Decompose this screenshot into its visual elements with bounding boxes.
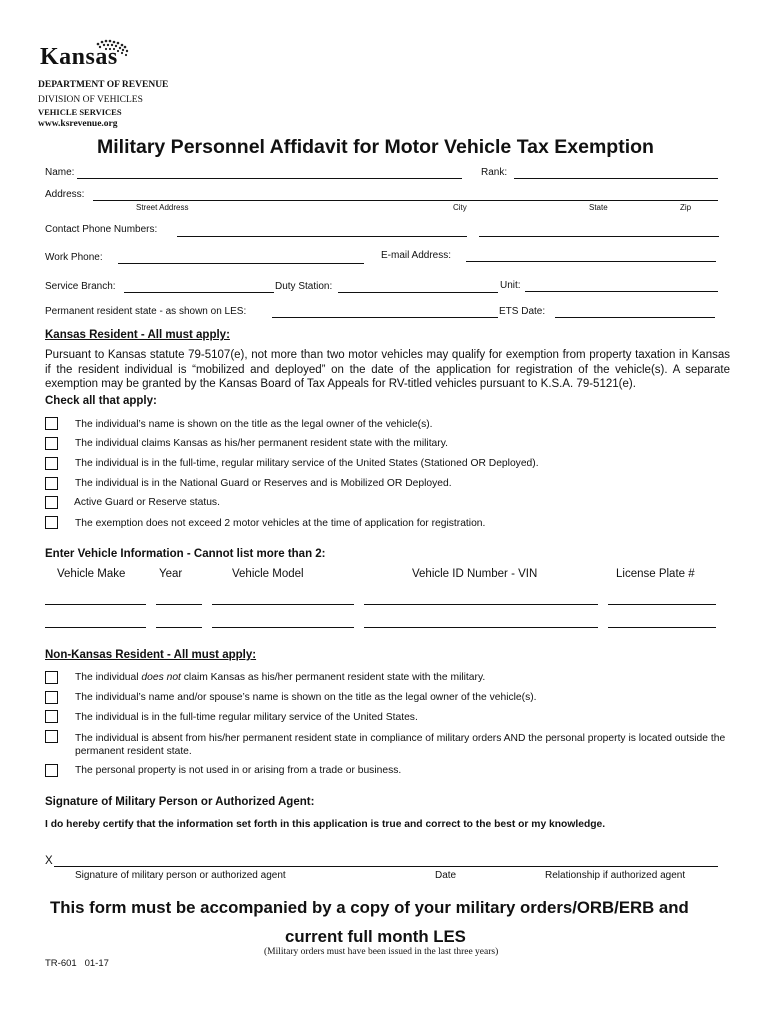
check-all-label: Check all that apply: [45, 395, 157, 407]
kansas-checkbox-3[interactable] [45, 457, 58, 470]
orders-note: (Military orders must have been issued in the last three years) [264, 947, 499, 957]
vehicle1-model-field[interactable] [212, 604, 354, 605]
address-field[interactable] [93, 200, 718, 201]
kansas-check-item-3: The individual is in the full-time, regular military service of the United States (Stationed OR Deployed). [75, 458, 539, 469]
kansas-checkbox-5[interactable] [45, 496, 58, 509]
perm-state-label: Permanent resident state - as shown on LES: [45, 306, 247, 317]
unit-field[interactable] [525, 291, 718, 292]
unit-label: Unit: [500, 280, 521, 291]
perm-state-field[interactable] [272, 317, 498, 318]
kansas-check-item-4: The individual is in the National Guard or Reserves and is Mobilized OR Deployed. [75, 478, 452, 489]
kansas-resident-paragraph: Pursuant to Kansas statute 79-5107(e), not more than two motor vehicles may qualify for exemption from property taxation in Kansas if the resident individual is “mobilized and deployed” on the date of the application for registration of the vehicle(s). A separate exemption may be granted by the Kansas Board of Tax Appeals for RV-titled vehicles pursuant to K.S.A. 79-5121(e). [45, 349, 730, 390]
col-vehicle-model: Vehicle Model [232, 568, 304, 580]
kansas-checkbox-2[interactable] [45, 437, 58, 450]
name-label: Name: [45, 167, 75, 178]
email-field[interactable] [466, 261, 716, 262]
signature-line[interactable] [54, 866, 718, 867]
kansas-checkbox-6[interactable] [45, 516, 58, 529]
col-year: Year [159, 568, 183, 580]
ets-date-label: ETS Date: [499, 306, 546, 317]
service-branch-field[interactable] [124, 292, 274, 293]
col-vin: Vehicle ID Number - VIN [412, 568, 538, 580]
kansas-wordmark: Kansas [40, 44, 118, 70]
non-kansas-check-item-1 [75, 672, 485, 683]
ets-date-field[interactable] [555, 317, 715, 318]
vehicle2-year-field[interactable] [156, 627, 202, 628]
kansas-check-item-1: The individual’s name is shown on the title as the legal owner of the vehicle(s). [75, 419, 433, 430]
duty-station-label: Duty Station: [275, 281, 333, 292]
work-phone-field[interactable] [118, 263, 364, 264]
vehicle1-year-field[interactable] [156, 604, 202, 605]
kansas-check-item-5: Active Guard or Reserve status. [74, 497, 220, 508]
certify-statement: I do hereby certify that the information set forth in this application is true and correct to the best or my knowledge. [45, 819, 606, 830]
kansas-check-item-6: The exemption does not exceed 2 motor vehicles at the time of application for registration. [75, 518, 486, 529]
vehicle1-plate-field[interactable] [608, 604, 716, 605]
notice-line-2: current full month LES [285, 927, 466, 946]
date-caption: Date [435, 870, 457, 881]
duty-station-field[interactable] [338, 292, 498, 293]
email-label: E-mail Address: [381, 250, 452, 261]
contact-phone-field-1[interactable] [177, 236, 467, 237]
notice-line-1: This form must be accompanied by a copy of your military orders/ORB/ERB and [50, 898, 689, 917]
non-kansas-check-item-5: The personal property is not used in or arising from a trade or business. [75, 765, 402, 776]
state-caption: State [589, 203, 608, 212]
x-mark: X [45, 855, 53, 867]
non-kansas-check-item-3: The individual is in the full-time regular military service of the United States. [75, 712, 418, 723]
kansas-check-item-2: The individual claims Kansas as his/her permanent resident state with the military. [75, 438, 448, 449]
non-kansas-heading: Non-Kansas Resident - All must apply: [45, 649, 257, 661]
non-kansas-checkbox-1[interactable] [45, 671, 58, 684]
vehicle2-vin-field[interactable] [364, 627, 598, 628]
kansas-logo [38, 36, 138, 76]
signature-heading: Signature of Military Person or Authorized Agent: [45, 796, 315, 808]
name-field[interactable] [77, 178, 462, 179]
col-vehicle-make: Vehicle Make [57, 568, 126, 580]
non-kansas-checkbox-4[interactable] [45, 730, 58, 743]
item1-emphasis: does not [141, 672, 181, 683]
street-address-caption: Street Address [136, 203, 189, 212]
contact-phone-label: Contact Phone Numbers: [45, 224, 158, 235]
signature-caption: Signature of military person or authorized agent [75, 870, 286, 881]
vehicle2-model-field[interactable] [212, 627, 354, 628]
non-kansas-check-item-2: The individual’s name and/or spouse’s name is shown on the title as the legal owner of the vehicle(s). [75, 692, 537, 703]
vehicle1-make-field[interactable] [45, 604, 146, 605]
non-kansas-checkbox-2[interactable] [45, 691, 58, 704]
service-branch-label: Service Branch: [45, 281, 116, 292]
vehicle-info-heading: Enter Vehicle Information - Cannot list more than 2: [45, 548, 326, 560]
form-number: TR-601 01-17 [45, 958, 109, 969]
vehicle1-vin-field[interactable] [364, 604, 598, 605]
kansas-resident-heading: Kansas Resident - All must apply: [45, 329, 230, 341]
non-kansas-checkbox-3[interactable] [45, 710, 58, 723]
vehicle2-make-field[interactable] [45, 627, 146, 628]
website[interactable]: www.ksrevenue.org [38, 119, 118, 129]
city-caption: City [453, 203, 467, 212]
item1-post: claim Kansas as his/her permanent resident state with the military. [180, 672, 486, 683]
item1-pre: The individual [75, 672, 142, 683]
contact-phone-field-2[interactable] [479, 236, 719, 237]
col-license-plate: License Plate # [616, 568, 695, 580]
kansas-checkbox-4[interactable] [45, 477, 58, 490]
kansas-checkbox-1[interactable] [45, 417, 58, 430]
rank-label: Rank: [481, 167, 508, 178]
rank-field[interactable] [514, 178, 718, 179]
form-title: Military Personnel Affidavit for Motor Vehicle Tax Exemption [97, 136, 654, 158]
non-kansas-check-item-4: The individual is absent from his/her permanent resident state in compliance of military orders AND the personal property is located outside the permanent resident state. [75, 733, 726, 757]
address-label: Address: [45, 189, 85, 200]
work-phone-label: Work Phone: [45, 252, 103, 263]
relationship-caption: Relationship if authorized agent [545, 870, 686, 881]
services-name: VEHICLE SERVICES [38, 107, 122, 117]
division-name: DIVISION OF VEHICLES [38, 95, 143, 105]
department-name: DEPARTMENT OF REVENUE [38, 80, 169, 90]
vehicle2-plate-field[interactable] [608, 627, 716, 628]
zip-caption: Zip [680, 203, 692, 212]
non-kansas-checkbox-5[interactable] [45, 764, 58, 777]
